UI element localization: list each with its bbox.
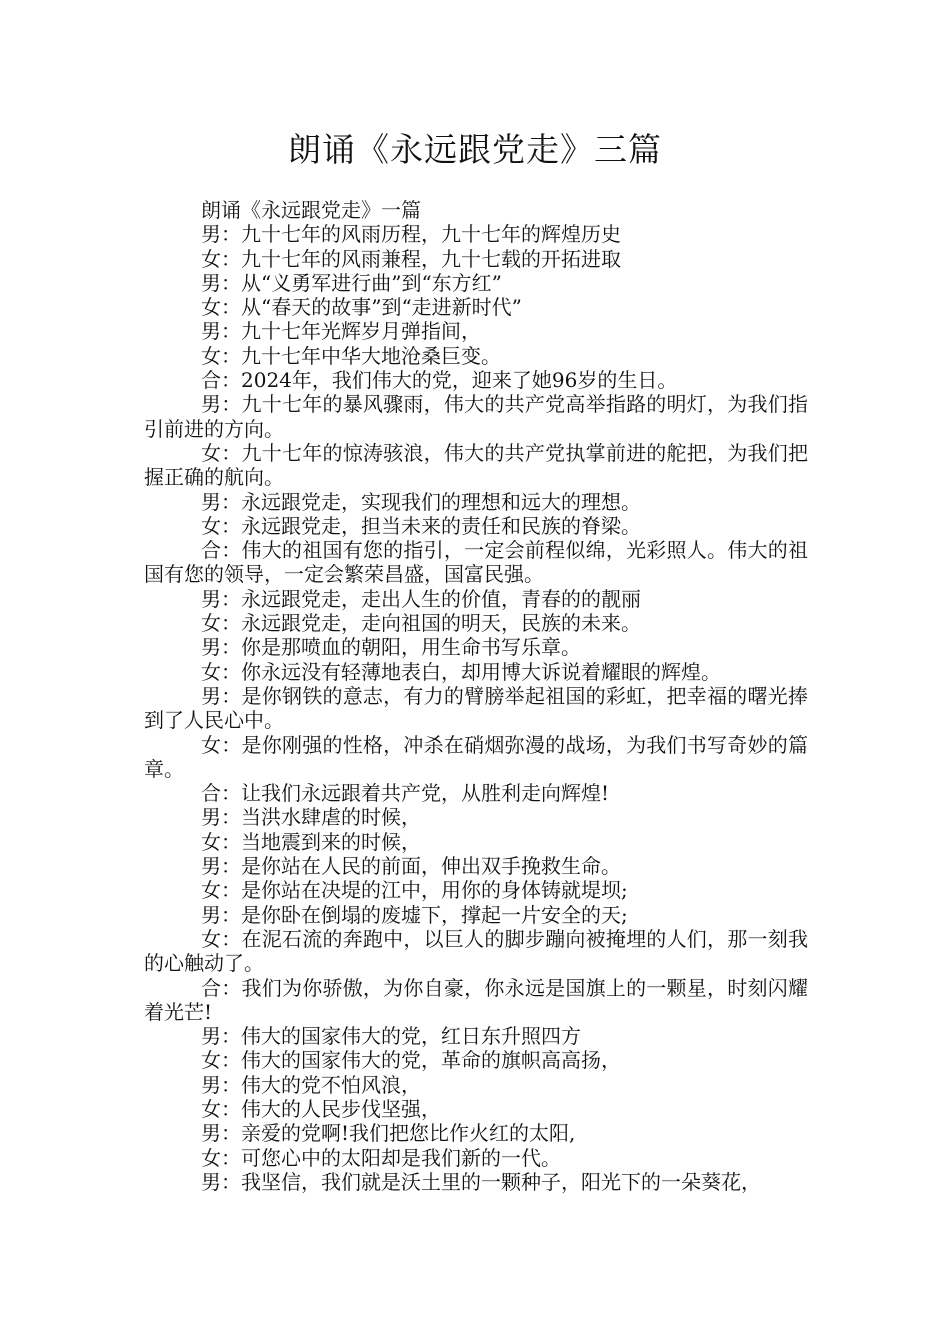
paragraph: 男：亲爱的党啊!我们把您比作火红的太阳, [201, 1121, 576, 1146]
document-title: 朗诵《永远跟党走》三篇 [288, 130, 662, 169]
paragraph: 女：从“春天的故事”到“走进新时代” [201, 295, 522, 320]
paragraph: 男：九十七年的暴风骤雨，伟大的共产党高举指路的明灯，为我们指引前进的方向。 [144, 392, 808, 441]
paragraph: 男：你是那喷血的朝阳，用生命书写乐章。 [201, 635, 581, 660]
paragraph: 合：我们为你骄傲，为你自豪，你永远是国旗上的一颗星，时刻闪耀着光芒! [144, 975, 808, 1024]
paragraph: 男：是你卧在倒塌的废墟下，撑起一片安全的天; [201, 902, 628, 927]
paragraph: 女：在泥石流的奔跑中，以巨人的脚步蹦向被掩埋的人们，那一刻我的心触动了。 [144, 926, 808, 976]
paragraph: 女：九十七年的惊涛骇浪，伟大的共产党执掌前进的舵把，为我们把握正确的航向。 [144, 440, 808, 490]
paragraph: 朗诵《永远跟党走》一篇 [201, 198, 421, 222]
paragraph: 女：伟大的国家伟大的党，革命的旗帜高高扬， [201, 1048, 621, 1073]
paragraph: 女：永远跟党走，担当未来的责任和民族的脊梁。 [201, 513, 641, 538]
paragraph: 女：当地震到来的时候， [201, 829, 421, 854]
paragraph: 合：2024年，我们伟大的党，迎来了她96岁的生日。 [201, 368, 678, 393]
paragraph: 男：我坚信，我们就是沃土里的一颗种子，阳光下的一朵葵花， [201, 1169, 761, 1194]
paragraph: 男：是你站在人民的前面，伸出双手挽救生命。 [201, 854, 621, 879]
paragraph: 男：是你钢铁的意志，有力的臂膀举起祖国的彩虹，把幸福的曙光捧到了人民心中。 [144, 683, 808, 733]
paragraph: 男：当洪水肆虐的时候， [201, 805, 421, 830]
paragraph: 男：九十七年的风雨历程，九十七年的辉煌历史 [201, 222, 621, 247]
paragraph: 女：永远跟党走，走向祖国的明天，民族的未来。 [201, 611, 641, 636]
paragraph: 女：伟大的人民步伐坚强， [201, 1096, 441, 1121]
paragraph: 男：伟大的国家伟大的党，红日东升照四方 [201, 1024, 581, 1049]
paragraph: 男：永远跟党走，实现我们的理想和远大的理想。 [201, 489, 641, 514]
paragraph: 女：九十七年中华大地沧桑巨变。 [201, 343, 501, 368]
paragraph: 合：让我们永远跟着共产党，从胜利走向辉煌! [201, 781, 610, 806]
paragraph: 女：你永远没有轻薄地表白，却用博大诉说着耀眼的辉煌。 [201, 659, 721, 684]
document-body [144, 198, 808, 1194]
paragraph: 男：九十七年光辉岁月弹指间， [201, 319, 481, 344]
paragraph: 女：可您心中的太阳却是我们新的一代。 [201, 1145, 561, 1170]
paragraph: 男：永远跟党走，走出人生的价值，青春的的靓丽 [201, 586, 641, 611]
paragraph: 女：是你刚强的性格，冲杀在硝烟弥漫的战场，为我们书写奇妙的篇章。 [144, 732, 808, 781]
paragraph: 男：伟大的党不怕风浪， [201, 1072, 421, 1097]
paragraph: 男：从“义勇军进行曲”到“东方红” [201, 270, 502, 295]
paragraph: 合：伟大的祖国有您的指引，一定会前程似绵，光彩照人。伟大的祖国有您的领导，一定会繁荣昌盛，国富民强。 [144, 538, 808, 587]
paragraph: 女：是你站在决堤的江中，用你的身体铸就堤坝; [201, 878, 628, 903]
paragraph: 女：九十七年的风雨兼程，九十七载的开拓进取 [201, 246, 621, 271]
